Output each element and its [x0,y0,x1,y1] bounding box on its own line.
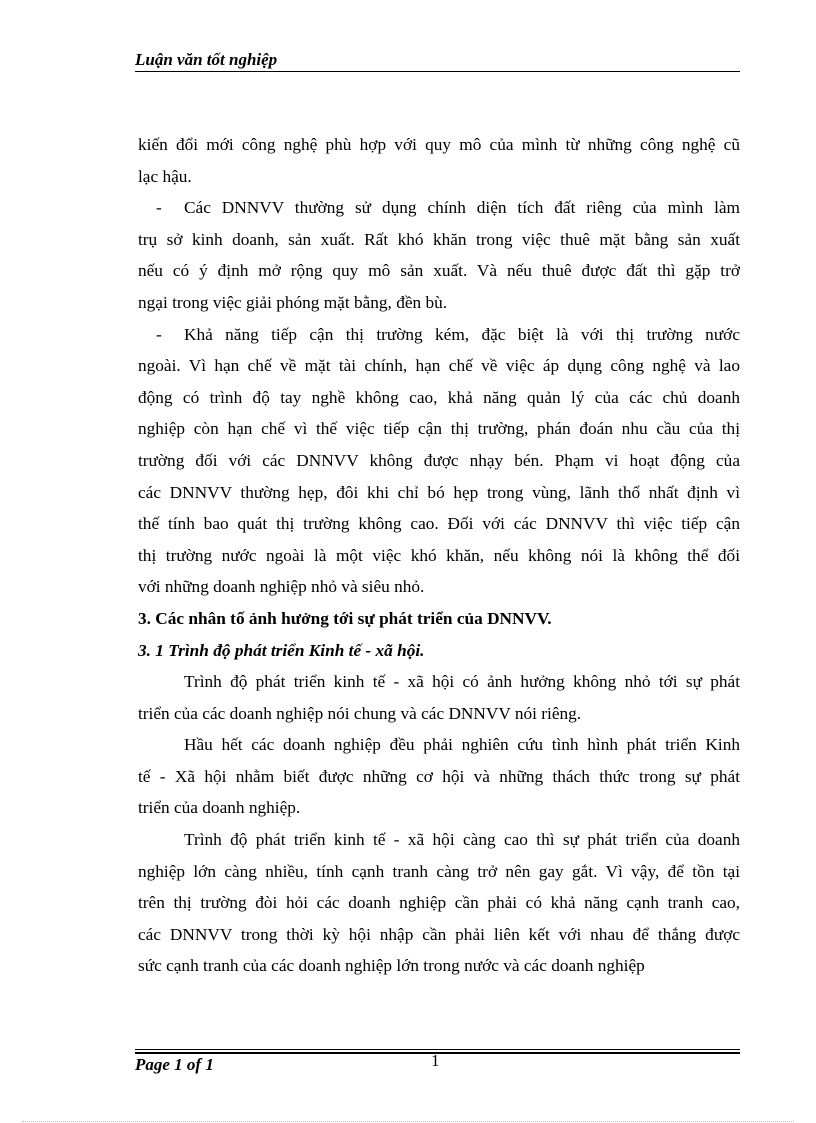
subsection-heading: 3. 1 Trình độ phát triển Kinh tế - xã hội. [138,640,425,660]
text-line: thị trường nước ngoài là một việc khó khăn, nếu không nói là không thể đối [138,545,740,565]
bullet-item-line [138,192,740,224]
text-line: động có trình độ tay nghề không cao, khả năng quản lý của các chủ doanh [138,387,740,407]
text-line: trụ sở kinh doanh, sản xuất. Rất khó khăn trong việc thuê mặt bằng sản xuất [138,229,740,249]
bullet-dash: - [156,198,162,218]
text-line: với những doanh nghiệp nhỏ và siêu nhỏ. [138,577,425,597]
bullet-text: Khả năng tiếp cận thị trường kém, đặc biệt là với thị trường nước [184,324,740,344]
header-rule [135,71,740,72]
bullet-text: Các DNNVV thường sử dụng chính diện tích đất riêng của mình làm [184,198,740,218]
header-title: Luận văn tốt nghiệp [135,50,278,69]
text-line: tế - Xã hội nhằm biết được những cơ hội và những thách thức trong sự phát [138,766,740,786]
footer-rule [135,1049,740,1050]
text-line: ngại trong việc giải phóng mặt bằng, đền bù. [138,292,448,312]
text-line: triển của các doanh nghiệp nói chung và các DNNVV nói riêng. [138,703,582,723]
text-line: thế tính bao quát thị trường không cao. Đối với các DNNVV thì việc tiếp cận [138,514,740,534]
text-line: trường đối với các DNNVV không được nhạy bén. Phạm vi hoạt động của [138,450,740,470]
text-line: Hầu hết các doanh nghiệp đều phải nghiên cứu tình hình phát triển Kinh [184,735,740,755]
text-line: các DNNVV trong thời kỳ hội nhập cần phải liên kết với nhau để thắng được [138,924,740,944]
text-line: Trình độ phát triển kinh tế - xã hội càng cao thì sự phát triển của doanh [184,830,740,850]
section-heading: 3. Các nhân tố ảnh hưởng tới sự phát triển của DNNVV. [138,608,552,628]
page-edge-divider [22,1121,794,1122]
footer-page-label: Page 1 of 1 [135,1055,214,1074]
text-line: nếu có ý định mở rộng quy mô sản xuất. Và nếu thuê được đất thì gặp trở [138,261,740,281]
text-line: nghiệp còn hạn chế vì thế việc tiếp cận thị trường, phán đoán nhu cầu của thị [138,419,740,439]
text-line: ngoài. Vì hạn chế về mặt tài chính, hạn chế về việc áp dụng công nghệ và lao [138,356,740,376]
text-line: triển của doanh nghiệp. [138,798,301,818]
text-line: trên thị trường đòi hỏi các doanh nghiệp cần phải có khả năng cạnh tranh cao, [138,893,740,913]
footer-page-number: 1 [431,1051,440,1070]
text-line: sức cạnh tranh của các doanh nghiệp lớn trong nước và các doanh nghiệp [138,956,645,976]
text-line: kiến đổi mới công nghệ phù hợp với quy mô của mình từ những công nghệ cũ [138,135,740,154]
text-line: các DNNVV thường hẹp, đôi khi chỉ bó hẹp trong vùng, lãnh thổ nhất định vì [138,482,740,502]
text-line: nghiệp lớn càng nhiều, tính cạnh tranh càng trở nên gay gắt. Vì vậy, để tồn tại [138,861,740,881]
bullet-dash: - [156,324,162,344]
text-line: Trình độ phát triển kinh tế - xã hội có ảnh hưởng không nhỏ tới sự phát [184,672,740,692]
bullet-item-line [138,319,740,351]
page-header [135,50,740,72]
page-footer [135,1046,740,1086]
text-line: lạc hậu. [138,166,192,186]
document-body [138,129,740,982]
